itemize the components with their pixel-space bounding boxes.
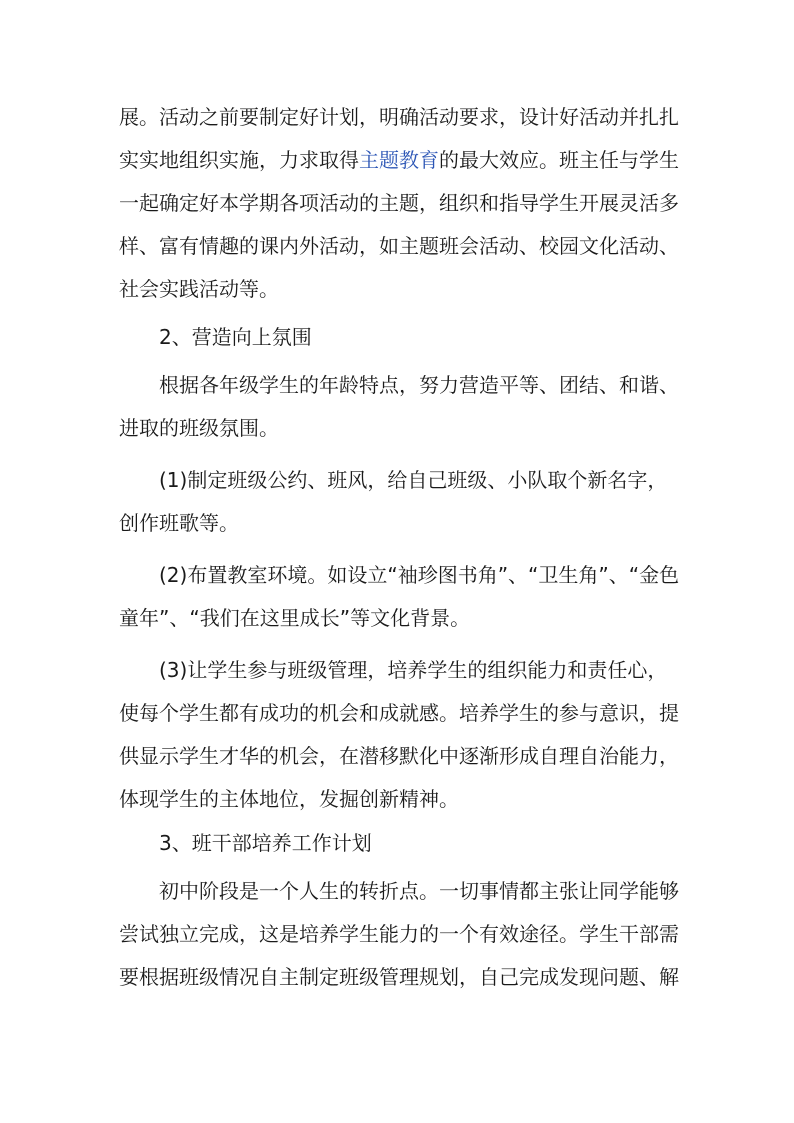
paragraph-1-line-2-text-end: 的最大效应。班主任与学生 bbox=[439, 148, 679, 172]
list-item-3-line-3: 供显示学生才华的机会，在潜移默化中逐渐形成自理自治能力， bbox=[119, 744, 679, 768]
paragraph-3-line-3: 要根据班级情况自主制定班级管理规划，自己完成发现问题、解 bbox=[119, 965, 679, 989]
paragraph-1-line-5: 社会实践活动等。 bbox=[119, 277, 279, 301]
list-item-3-line-2: 使每个学生都有成功的机会和成就感。培养学生的参与意识，提 bbox=[119, 701, 679, 725]
paragraph-1-line-2-text-start: 实实地组织实施，力求取得 bbox=[119, 148, 359, 172]
paragraph-1-line-1: 展。活动之前要制定好计划，明确活动要求，设计好活动并扎扎 bbox=[119, 105, 679, 129]
paragraph-1-line-4: 样、富有情趣的课内外活动，如主题班会活动、校园文化活动、 bbox=[119, 234, 679, 258]
section-heading-3: 3、班干部培养工作计划 bbox=[159, 831, 372, 855]
list-item-2-line-2: 童年”、“我们在这里成长”等文化背景。 bbox=[119, 606, 471, 630]
paragraph-2-line-1: 根据各年级学生的年龄特点，努力营造平等、团结、和谐、 bbox=[159, 373, 679, 397]
topic-education-link[interactable]: 主题教育 bbox=[359, 148, 439, 172]
list-item-1-line-2: 创作班歌等。 bbox=[119, 511, 239, 535]
paragraph-2-line-2: 进取的班级氛围。 bbox=[119, 416, 279, 440]
paragraph-3-line-2: 尝试独立完成，这是培养学生能力的一个有效途径。学生干部需 bbox=[119, 922, 679, 946]
paragraph-1-line-3: 一起确定好本学期各项活动的主题，组织和指导学生开展灵活多 bbox=[119, 191, 679, 215]
list-item-1-line-1: (1)制定班级公约、班风，给自己班级、小队取个新名字， bbox=[159, 468, 668, 492]
list-item-3-line-1: (3)让学生参与班级管理，培养学生的组织能力和责任心， bbox=[159, 658, 668, 682]
section-heading-2: 2、营造向上氛围 bbox=[159, 325, 312, 349]
list-item-3-line-4: 体现学生的主体地位，发掘创新精神。 bbox=[119, 787, 459, 811]
paragraph-3-line-1: 初中阶段是一个人生的转折点。一切事情都主张让同学能够 bbox=[159, 879, 679, 903]
paragraph-1-line-2 bbox=[119, 146, 679, 174]
list-item-2-line-1: (2)布置教室环境。如设立“袖珍图书角”、“卫生角”、“金色 bbox=[159, 563, 680, 587]
